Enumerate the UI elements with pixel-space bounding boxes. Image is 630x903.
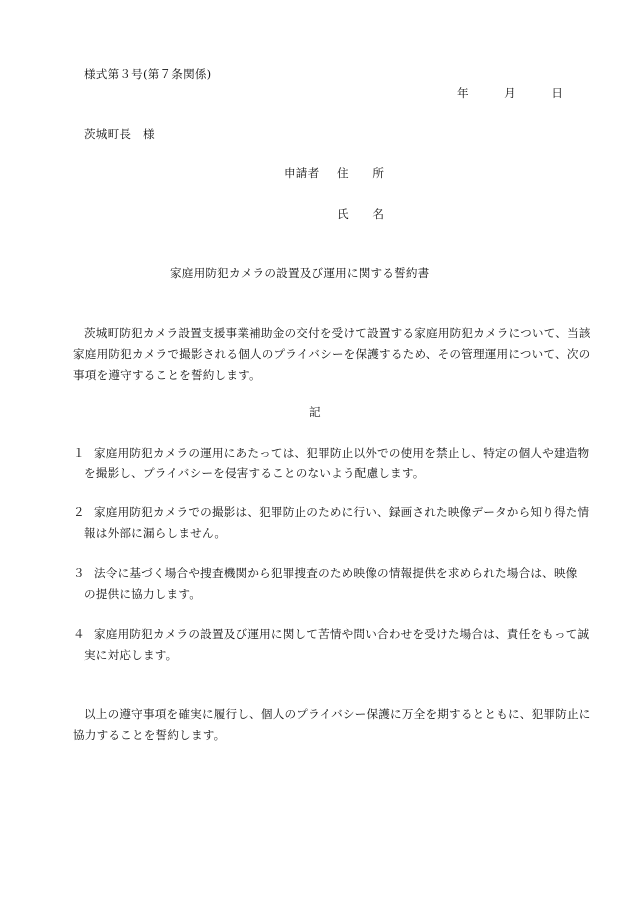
addressee: 茨城町長 様: [84, 127, 155, 141]
intro-line-1: 茨城町防犯カメラ設置支援事業補助金の交付を受けて設置する家庭用防犯カメラについて、当該: [84, 326, 591, 340]
applicant-label: 申請者: [284, 166, 320, 180]
form-number: 様式第３号(第７条関係): [84, 67, 212, 81]
item-2-number: ２: [73, 505, 85, 519]
intro-line-3: 事項を遵守することを誓約します。: [73, 368, 261, 382]
item-3-number: ３: [73, 566, 85, 580]
ki-heading: 記: [309, 405, 321, 419]
item-3-line-2: の提供に協力します。: [84, 587, 202, 601]
date-line: 年 月 日: [457, 86, 564, 100]
closing-line-1: 以上の遵守事項を確実に履行し、個人のプライバシー保護に万全を期するとともに、犯罪防止に: [84, 707, 591, 721]
document-title: 家庭用防犯カメラの設置及び運用に関する誓約書: [170, 266, 430, 280]
closing-line-2: 協力することを誓約します。: [73, 728, 226, 742]
item-2-line-1: 家庭用防犯カメラでの撮影は、犯罪防止のために行い、録画された映像データから知り得た情: [94, 505, 590, 519]
item-3-line-1: 法令に基づく場合や捜査機関から犯罪捜査のため映像の情報提供を求められた場合は、映像: [94, 566, 578, 580]
item-1-line-2: を撮影し、プライバシーを侵害することのないよう配慮します。: [84, 466, 425, 480]
item-4-line-1: 家庭用防犯カメラの設置及び運用に関して苦情や問い合わせを受けた場合は、責任をもって誠: [94, 627, 590, 641]
item-4-line-2: 実に対応します。: [84, 648, 178, 662]
name-label: 氏 名: [337, 207, 385, 221]
item-1-line-1: 家庭用防犯カメラの運用にあたっては、犯罪防止以外での使用を禁止し、特定の個人や建造物: [94, 446, 590, 460]
intro-line-2: 家庭用防犯カメラで撮影される個人のプライバシーを保護するため、その管理運用について、次の: [73, 347, 591, 361]
address-label: 住 所: [337, 166, 385, 180]
item-1-number: １: [73, 446, 85, 460]
item-4-number: ４: [73, 627, 85, 641]
item-2-line-2: 報は外部に漏らしません。: [84, 526, 227, 540]
